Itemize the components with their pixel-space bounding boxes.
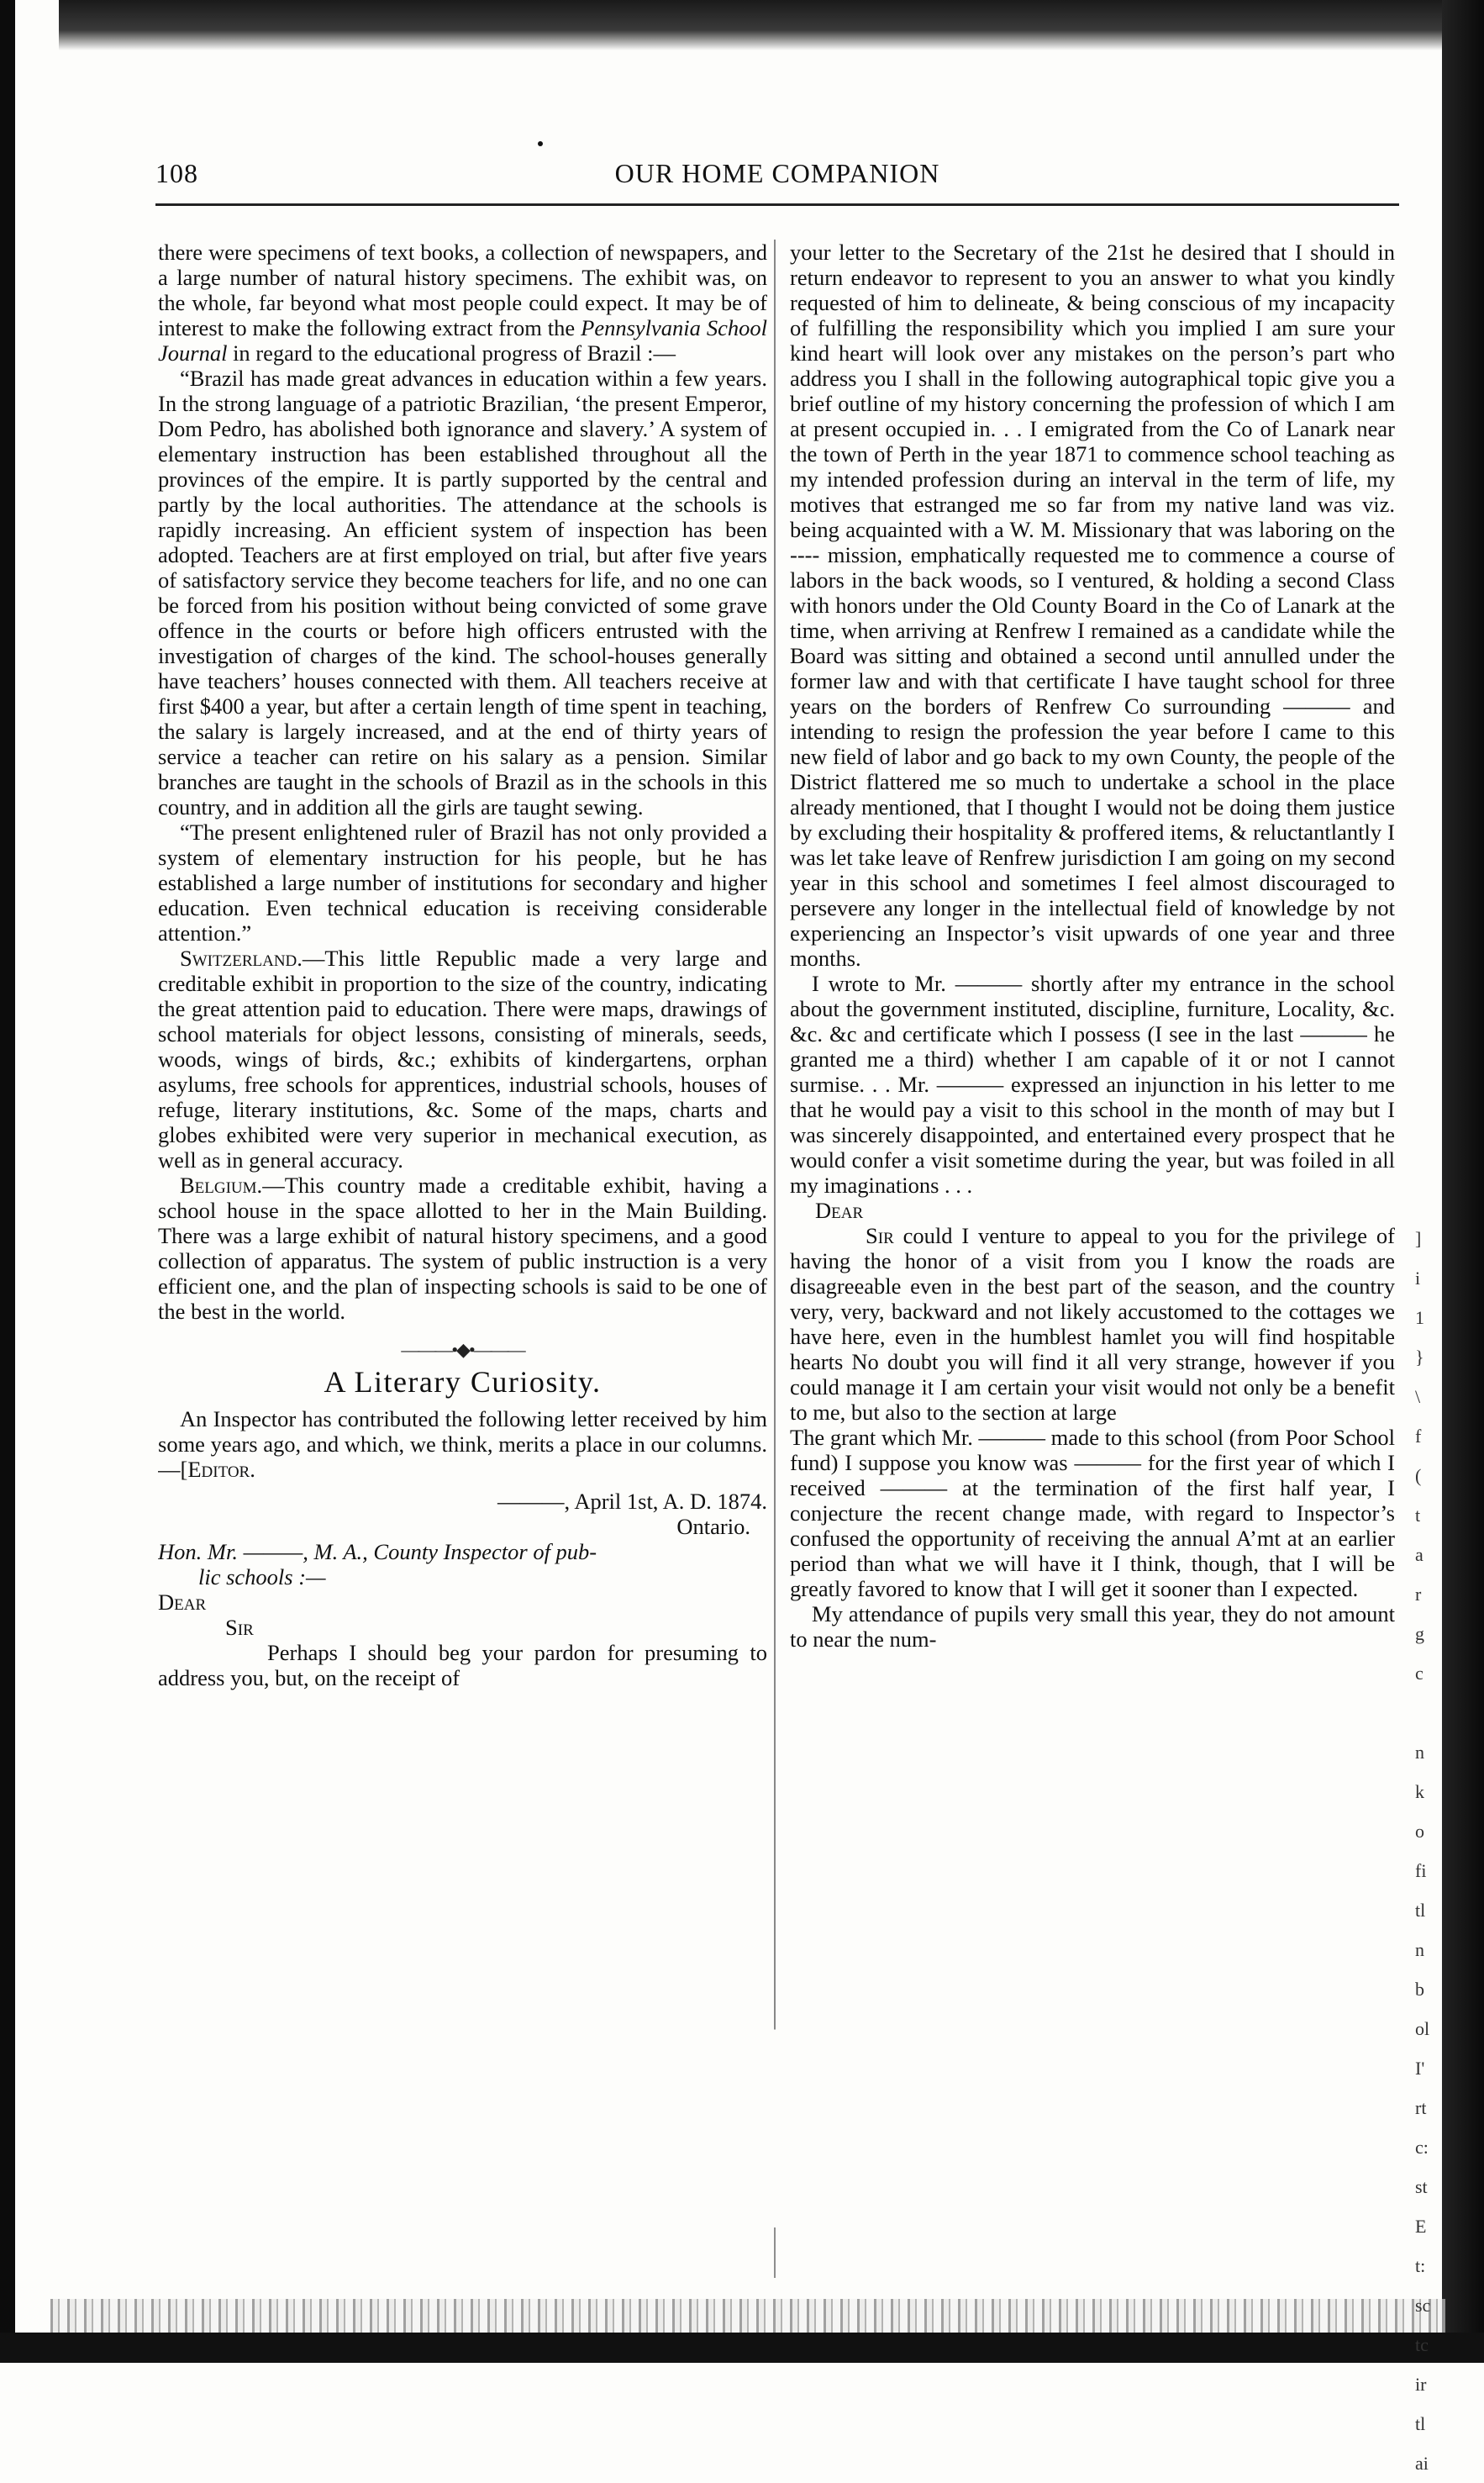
fragment-glyph: sc xyxy=(1415,2295,1431,2316)
fragment-glyph: ai xyxy=(1415,2453,1429,2474)
journal-title: OUR HOME COMPANION xyxy=(614,158,940,188)
fragment-glyph: 1 xyxy=(1415,1307,1424,1328)
letter-paragraph-grant: The grant which Mr. ——— made to this school (from Poor School fund) I suppose you know was ——— for the first year of which I received ——— at the termination of the first half year, I conjecture the recent change made, with regard to Inspector’s confused the opportunity of receiving the annual A’mt at an earlier period than what we will have it I think, though, that I will be greatly favored to know that I will get it sooner than I expected. xyxy=(790,1425,1395,1601)
fragment-glyph: rt xyxy=(1415,2097,1427,2118)
fragment-glyph: tc xyxy=(1415,2334,1429,2355)
fragment-glyph: tl xyxy=(1415,2413,1426,2434)
letter-paragraph-wrote: I wrote to Mr. ——— shortly after my entrance in the school about the government instituted, discipline, furniture, Locality, &c. &c. &c and certificate which I possess (I see in the last ——— he granted me a third) whether I am capable of it or not I cannot surmise. . . Mr. ——— expressed an injunction in his letter to me that he would pay a visit to this school in the month of may but I was sincerely disappointed, and entertained every prospect that he would confer a visit sometime during the year, but was foiled in all my imaginations . . . xyxy=(790,971,1395,1198)
letter-addressee-cont: lic schools :— xyxy=(198,1564,326,1589)
letter-salutation-sir: Sir xyxy=(225,1615,254,1640)
paragraph-brazil-intro: there were specimens of text books, a collection of newspapers, and a large number of natural history specimens. The exhibit was, on the whole, far beyond what most people could expect. It may be of interest to make the following extract from the Pennsylvania School Journal in regard to the educational progress of Brazil :— xyxy=(158,240,767,366)
letter-addressee: Hon. Mr. ———, M. A., County Inspector of pub- xyxy=(158,1539,597,1564)
fragment-glyph: I' xyxy=(1415,2058,1425,2079)
fragment-glyph: \ xyxy=(1415,1386,1421,1407)
fragment-glyph: r xyxy=(1415,1584,1422,1605)
letter-paragraph-attendance: My attendance of pupils very small this year, they do not amount to near the num- xyxy=(790,1601,1395,1652)
fragment-glyph: t: xyxy=(1415,2255,1426,2276)
column-divider-tail xyxy=(774,2227,776,2278)
fragment-glyph: k xyxy=(1415,1781,1424,1802)
left-column xyxy=(158,240,767,2265)
ink-speck xyxy=(538,141,543,146)
fragment-glyph: g xyxy=(1415,1623,1424,1644)
letter-place: Ontario. xyxy=(676,1514,750,1539)
scan-noise-bottom xyxy=(50,2299,1445,2333)
section-title: A Literary Curiosity. xyxy=(324,1365,602,1399)
book-spine-shadow xyxy=(1442,0,1484,2363)
paragraph-brazil-quote: “Brazil has made great advances in education within a few years. In the strong language of a patriotic Brazilian, ‘the present Emperor, Dom Pedro, has abolished both ignorance and slavery.’ A system of elementary instruction has been established throughout all the provinces of the empire. It is partly supported by the central and partly by the local authorities. The attendance at the schools is rapidly increasing. An efficient system of inspection has been adopted. Teachers are at first employed on trial, but after five years of satisfactory service they become teachers for life, and no one can be forced from his position without being convicted of some grave offence in the courts or before high officers entrusted with the investigation of charges of the kind. The school-houses generally have teachers’ houses connected with them. All teachers receive at first $400 a year, but after a certain length of time spent in teaching, the salary is largely increased, and at the end of thirty years of service a teacher can retire on his salary as a pension. Similar branches are taught in the schools of Brazil as in the schools in this country, and in addition all the girls are taught sewing. xyxy=(158,366,767,820)
scan-shadow-top xyxy=(59,0,1484,50)
fragment-glyph: tl xyxy=(1415,1900,1426,1921)
paragraph-belgium: Belgium.—This country made a creditable exhibit, having a school house in the space allotted to her in the Main Building. There was a large exhibit of natural history specimens, and a good collection of apparatus. The system of public instruction is a very efficient one, and the plan of inspecting schools is said to be one of the best in the world. xyxy=(158,1173,767,1324)
fragment-glyph: f xyxy=(1415,1426,1422,1447)
fragment-glyph: a xyxy=(1415,1544,1423,1565)
fragment-glyph: b xyxy=(1415,1979,1424,2000)
fragment-glyph: ] xyxy=(1415,1228,1422,1249)
fragment-glyph xyxy=(1415,1693,1439,1732)
fragment-glyph: ir xyxy=(1415,2374,1427,2395)
letter-dateline: ———, April 1st, A. D. 1874. xyxy=(497,1489,767,1514)
paragraph-brazil-ruler: “The present enlightened ruler of Brazil has not only provided a system of elementary instruction for his people, but he has established a large number of institutions for secondary and higher education. Even technical education is receiving considerable attention.” xyxy=(158,820,767,946)
fragment-glyph: c: xyxy=(1415,2137,1429,2158)
letter-paragraph-1: Perhaps I should beg your pardon for presuming to address you, but, on the receipt of xyxy=(158,1640,767,1690)
fragment-glyph: i xyxy=(1415,1268,1421,1289)
editor-intro: An Inspector has contributed the following letter received by him some years ago, and which, we think, merits a place in our columns.—[Editor. xyxy=(158,1406,767,1482)
fragment-glyph: n xyxy=(1415,1742,1424,1763)
header-rule xyxy=(155,203,1399,206)
fragment-glyph: ol xyxy=(1415,2018,1430,2039)
fragment-glyph: } xyxy=(1415,1347,1424,1368)
scan-shadow-bottom xyxy=(0,2333,1484,2363)
scan-edge-left xyxy=(0,0,15,2363)
letter-paragraph-appeal: Sir could I venture to appeal to you for the privilege of having the honor of a visit from you I know the roads are disagreeable even in the best part of the season, and the country very, very, backward and not likely accustomed to the cottages we have here, even in the humblest hamlet you will find hospitable hearts No doubt you will find it all very strange, however if you could manage it I am certain your visit would not only be a benefit to me, but also to the section at large xyxy=(790,1223,1395,1425)
letter-salutation-dear-2: Dear xyxy=(815,1198,864,1223)
adjacent-page-fragment xyxy=(1415,1219,1439,2483)
running-head xyxy=(155,151,1399,193)
fragment-glyph: fi xyxy=(1415,1860,1427,1881)
page-number: 108 xyxy=(155,158,198,188)
fragment-glyph: n xyxy=(1415,1939,1424,1960)
right-column xyxy=(790,240,1395,2265)
letter-salutation-dear: Dear xyxy=(158,1589,207,1615)
paragraph-switzerland: Switzerland.—This little Republic made a very large and creditable exhibit in proportion to the size of the country, indicating the great attention paid to education. There were maps, drawings of school materials for object lessons, consisting of minerals, seeds, woods, wings of birds, &c.; exhibits of kindergartens, orphan asylums, free schools for apprentices, industrial schools, houses of refuge, literary institutions, &c. Some of the maps, charts and globes exhibited were very superior in mechanical execution, as well as in general accuracy. xyxy=(158,946,767,1173)
section-ornament: ———•◆•——— xyxy=(401,1339,524,1360)
fragment-glyph: st xyxy=(1415,2176,1428,2197)
fragment-glyph: o xyxy=(1415,1821,1424,1842)
column-divider xyxy=(774,240,776,2274)
fragment-glyph: ( xyxy=(1415,1465,1422,1486)
letter-paragraph-continued: your letter to the Secretary of the 21st he desired that I should in return endeavor to represent to you an answer to what you kindly requested of him to delineate, & being conscious of my incapacity of fulfilling the responsibility which you implied I am sure your kind heart will look over any mistakes on the person’s part who address you I shall in the following autographical topic give you a brief outline of my history concerning the profession of which I am at present occupied in. . . I emigrated from the Co of Lanark near the town of Perth in the year 1871 to commence school teaching as my intended profession during an interval in the term of life, my motives that estranged me so far from my native land was viz. being acquainted with a W. M. Missionary that was laboring on the ---- mission, emphatically requested me to commence a course of labors in the back woods, so I ventured, & holding a second Class with honors under the Old County Board in the Co of Lanark at the time, when arriving at Renfrew I remained as a candidate while the Board was sitting and obtained a second until annulled under the former law and with that certificate I have taught school for three years on the borders of Renfrew Co surrounding ——— and intending to resign the profession the year before I came to this new field of labor and go back to my own County, the people of the District flattered me so much to undertake a school in the place already mentioned, that I thought I would not be doing them justice by excluding their hospitality & proffered items, & reluctantlantly I was let take leave of Renfrew jurisdiction I am going on my second year in this school and sometimes I feel almost discouraged to persevere any longer in the intellectual field of knowledge by not experiencing an Inspector’s visit upwards of one year and three months. xyxy=(790,240,1395,971)
fragment-glyph: c xyxy=(1415,1663,1423,1684)
fragment-glyph: t xyxy=(1415,1505,1421,1526)
fragment-glyph: E xyxy=(1415,2216,1427,2237)
